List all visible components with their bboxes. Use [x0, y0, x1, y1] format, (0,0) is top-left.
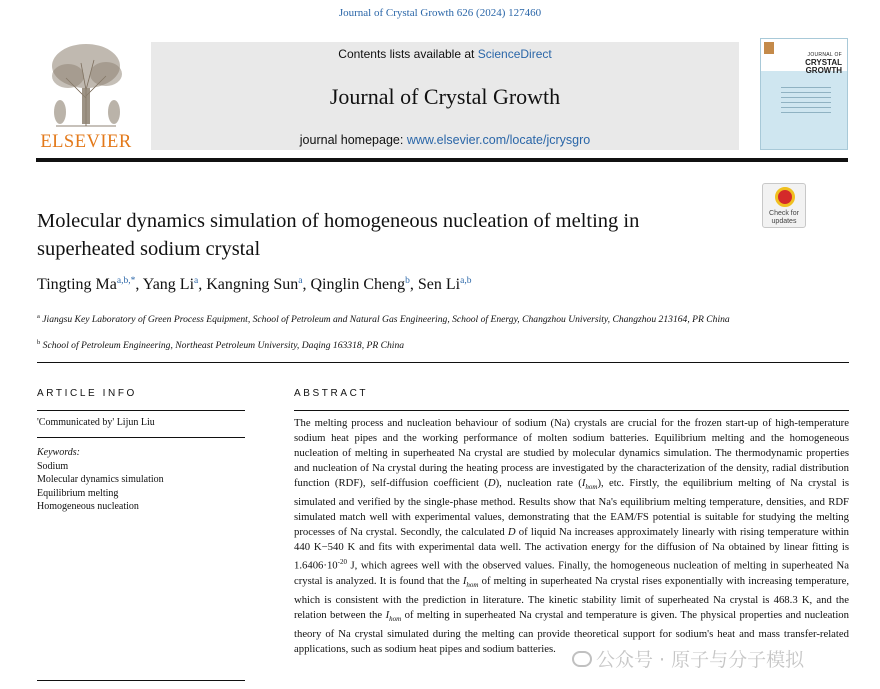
- symbol-i: I: [385, 608, 390, 621]
- keyword-item[interactable]: Equilibrium melting: [37, 487, 119, 499]
- crossmark-label-line2: updates: [771, 218, 797, 225]
- abstract-segment: of melting in superheated Na crystal and temperature is given. The physical properties and nucleation theory of Na crystal simulated during the melting can provide theoretical support for sodium's heat and mass transfer-related applications, such as sodium heat pipes and sodium batteries.: [294, 608, 849, 655]
- abstract-segment: J, which agrees well with the observed values. Finally, the homogeneous nucleation of melting in superheated Na crystal is analyzed. It is found that the: [294, 559, 849, 587]
- cover-title-line1: CRYSTAL: [805, 58, 842, 67]
- author-affiliation-mark[interactable]: a,b: [460, 276, 472, 286]
- symbol-d: D: [487, 477, 496, 489]
- wechat-icon: [572, 651, 592, 667]
- author-name[interactable]: Tingting Ma: [37, 276, 117, 293]
- journal-title: Journal of Crystal Growth: [329, 84, 561, 109]
- affiliation-text: School of Petroleum Engineering, Northeast Petroleum University, Daqing 163318, PR China: [42, 340, 405, 351]
- keywords-block: [37, 446, 245, 514]
- article-info-heading: ARTICLE INFO: [37, 388, 137, 399]
- elsevier-wordmark: ELSEVIER: [40, 132, 132, 152]
- journal-header: [36, 38, 848, 156]
- homepage-line: [151, 133, 739, 147]
- homepage-prefix: journal homepage:: [299, 133, 407, 147]
- homepage-link[interactable]: www.elsevier.com/locate/jcrysgro: [406, 133, 591, 147]
- abstract-segment: The melting process and nucleation behaviour of sodium (Na) crystals are crucial for the frozen start-up of high-temperature sodium heat pipes and the working performance of molten sodium batteries. Equilibrium melting and the homogeneous nucleation of melting in superheated Na crystal are studied by molecular dynamics simulation. The thermodynamic properties and nucleation of Na crystal during the heating process are investigated by the characterization of the density, radial distribution function (RDF), self-diffusion coefficient (: [294, 417, 849, 489]
- abstract-text: [294, 416, 849, 657]
- author-affiliation-mark[interactable]: a,b,*: [116, 276, 136, 286]
- abstract-segment: ), nucleation rate (: [495, 477, 582, 489]
- cover-text-lines: [781, 87, 831, 117]
- abstract-segment: of liquid Na increases approximately linearly with rising temperature within 440 K−540 K and fits with experimental data well. The activation energy for the diffusion of Na obtained by linear fitting is 1.6406·10: [294, 526, 850, 572]
- symbol-i: I: [462, 574, 467, 587]
- cover-title-line2: GROWTH: [805, 66, 842, 75]
- sciencedirect-link[interactable]: ScienceDirect: [477, 47, 552, 61]
- crossmark-label-line1: Check for: [769, 210, 799, 217]
- author-name[interactable]: Yang Li: [142, 276, 195, 293]
- affiliation-text: Jiangsu Key Laboratory of Green Process Equipment, School of Petroleum and Natural Gas Engineering, School of Energy, Changzhou University, Changzhou 213164, PR China: [42, 314, 730, 325]
- crossmark-label: [763, 210, 805, 226]
- communicated-by: 'Communicated by' Lijun Liu: [37, 417, 155, 428]
- journal-cover-thumbnail[interactable]: [760, 38, 848, 150]
- symbol-hom: hom: [466, 580, 479, 589]
- keyword-item[interactable]: Homogeneous nucleation: [37, 501, 139, 513]
- cover-title-small: JOURNAL OF: [807, 52, 842, 58]
- author-name[interactable]: Kangning Sun: [206, 276, 299, 293]
- article-info-rule: [37, 410, 245, 411]
- watermark-text: 公众号 · 原子与分子模拟: [596, 649, 805, 671]
- affiliation-mark: b: [37, 339, 41, 346]
- author-name[interactable]: Sen Li: [417, 276, 461, 293]
- bottom-rule: [37, 680, 245, 681]
- watermark: [572, 645, 804, 672]
- cover-logo-icon: [764, 42, 774, 54]
- contents-prefix: Contents lists available at: [338, 47, 478, 61]
- check-for-updates-button[interactable]: [762, 183, 806, 228]
- abstract-rule: [294, 410, 849, 411]
- author-name[interactable]: Qinglin Cheng: [310, 276, 406, 293]
- article-title: Molecular dynamics simulation of homogeneous nucleation of melting in superheated sodium crystal: [37, 210, 640, 260]
- journal-banner: [151, 42, 739, 150]
- author-affiliation-mark[interactable]: a: [194, 276, 199, 286]
- author-affiliation-mark[interactable]: b: [405, 276, 410, 286]
- crossmark-icon: [775, 187, 795, 207]
- elsevier-logo[interactable]: [36, 38, 136, 150]
- symbol-hom: hom: [389, 614, 402, 623]
- author-affiliation-mark[interactable]: a: [298, 276, 303, 286]
- cover-title: [805, 50, 842, 75]
- exponent: -20: [337, 558, 347, 567]
- section-divider: [37, 362, 849, 363]
- author-list: Tingting $Ma^{a,b,*}$, Yang Li$^a$, Kangning Sun$^a$, Qinglin Cheng$^b$, Sen Li$^{a,b}$: [37, 276, 472, 293]
- journal-reference[interactable]: Journal of Crystal Growth 626 (2024) 127460: [338, 7, 542, 19]
- keywords-label: Keywords:: [37, 447, 80, 458]
- symbol-i: I: [581, 477, 586, 489]
- symbol-hom: hom: [585, 483, 598, 492]
- abstract-segment: of melting in superheated Na crystal rises exponentially with increasing temperature, which is consistent with the prediction in literature. The kinetic stability limit of superheated Na crystal is 468.3 K, and the relation between the: [294, 574, 849, 621]
- keyword-item[interactable]: Sodium: [37, 460, 69, 472]
- cover-header: [761, 39, 847, 75]
- header-rule: [36, 158, 848, 162]
- affiliation-b: [37, 336, 737, 352]
- contents-line: [151, 47, 739, 61]
- abstract-heading: ABSTRACT: [294, 388, 369, 399]
- affiliation-a: [37, 310, 737, 326]
- keyword-item[interactable]: Molecular dynamics simulation: [37, 474, 164, 486]
- communicated-rule: [37, 437, 245, 438]
- affiliation-mark: a: [37, 313, 40, 320]
- elsevier-tree-icon: [36, 38, 136, 130]
- abstract-segment: ), etc. Firstly, the equilibrium melting of Na crystal is simulated and verified by the single-phase method. Results show that Na's equilibrium melting temperature, densities, and RDF simulated match well with experimental values, demonstrating that the EAM/FS potential is suitable for studying the melting processes of Na crystal. Secondly, the calculated: [294, 477, 849, 539]
- symbol-d: D: [507, 526, 516, 539]
